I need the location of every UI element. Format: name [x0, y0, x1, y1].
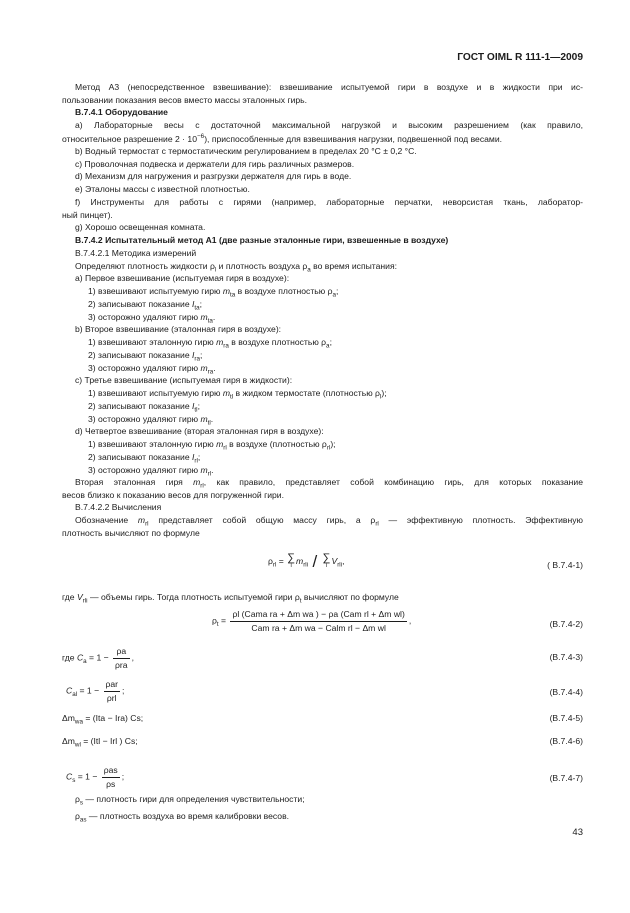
weighing-b-step2: 2) записывают показание $I_{ra}$; [88, 350, 203, 363]
equation-number-b741-4: (B.7.4-4) [549, 687, 583, 697]
weighing-c-title: c) Третье взвешивание (испытуемая гиря в жидкости): [75, 375, 293, 385]
equation-b741-6: $\Delta m_{wl} = (Itl$ − Irl ) Cs; [62, 736, 138, 749]
weighing-c-step3: 3) осторожно удаляют гирю $m_{tl}$. [88, 414, 214, 427]
equation-number-b741-5: (B.7.4-5) [549, 713, 583, 723]
subsection-b7422-title: B.7.4.2.2 Вычисления [75, 502, 162, 512]
equation-b741-2: $\rho_t$ = $\frac{\text{ρl (Cama ra + Δm wa ) − ρa (Cam rl + Δm wl)}}{\text{Cam ra + Δm wa − Calm rl − Δm wl}}$ , [212, 609, 412, 633]
equation-b741-7: $C_s = 1$ − $\frac{\text{ρas}}{\rho s}$ ; [66, 765, 125, 789]
definition-rho-as: $\rho_{as}$ — плотность воздуха во время калибровки весов. [75, 811, 290, 824]
designation-line1: Обозначение $m_{rl}$ представляет собой общую массу гирь, а $\rho_{rl}$ — эффективную плотность. Эффективную [75, 515, 583, 528]
weighing-c-step2: 2) записывают показание $I_{tl}$; [88, 401, 200, 414]
weighing-d-step2: 2) записывают показание $I_{rl}$; [88, 452, 201, 465]
method-a3-line2: пользовании показания весов вместо массы эталонных гирь. [62, 95, 308, 105]
equation-number-b741-6: (B.7.4-6) [549, 736, 583, 746]
weighing-d-step1: 1) взвешивают эталонную гирю $m_{rl}$ в воздухе (плотностью $\rho_{rl}$); [88, 439, 336, 452]
equipment-e: e) Эталоны массы с известной плотностью. [75, 184, 250, 194]
document-standard-header: ГОСТ OIML R 111-1—2009 [457, 52, 583, 63]
weighing-a-step1: 1) взвешивают испытуемую гирю $m_{ta}$ в воздухе плотностью $\rho_a$; [88, 286, 339, 299]
equation-b741-3: где $C_a = 1$ − $\frac{\rho a}{\text{ρra}}$ , [62, 646, 134, 670]
method-a3-line1: Метод А3 (непосредственное взвешивание): взвешивание испытуемой гири в воздухе и в жидкости при ис- [75, 82, 583, 92]
section-b741-title: B.7.4.1 Оборудование [75, 107, 168, 117]
page-number: 43 [572, 827, 583, 838]
weighing-b-step3: 3) осторожно удаляют гирю $m_{ra}$. [88, 363, 216, 376]
equation-number-b741-1: ( B.7.4-1) [547, 560, 583, 570]
second-reference-line1: Вторая эталонная гиря $m_{rl}$, как правило, представляет собой комбинацию гирь, для которых показание [75, 477, 583, 490]
equipment-a-line1: а) Лабораторные весы с достаточной максимальной нагрузкой и высоким разрешением (как правило, [75, 120, 583, 130]
equation-b741-5: $\Delta m_{wa} = (Ita - Ira)$ Cs; [62, 713, 144, 726]
equipment-g: g) Хорошо освещенная комната. [75, 222, 206, 232]
equipment-b: b) Водный термостат с термостатическим регулированием в пределах 20 °С ± 0,2 °С. [75, 146, 417, 156]
subsection-b7421-title: B.7.4.2.1 Методика измерений [75, 248, 197, 258]
equation-number-b741-7: (B.7.4-7) [549, 773, 583, 783]
section-b742-title: B.7.4.2 Испытательный метод А1 (две разные эталонные гири, взвешенные в воздухе) [75, 235, 449, 245]
weighing-a-step2: 2) записывают показание $I_{ta}$; [88, 299, 203, 312]
equation-number-b741-2: (B.7.4-2) [549, 619, 583, 629]
equation-b741-4: $C_{al} = 1$ − $\frac{\text{ρar}}{\text{ρrl}}$ ; [66, 679, 125, 703]
weighing-a-step3: 3) осторожно удаляют гирю $m_{ta}$. [88, 312, 216, 325]
weighing-b-step1: 1) взвешивают эталонную гирю $m_{ra}$ в воздухе плотностью $\rho_a$; [88, 337, 332, 350]
weighing-b-title: b) Второе взвешивание (эталонная гиря в воздухе): [75, 324, 282, 334]
sum-symbol: ∑ i [287, 551, 296, 569]
weighing-c-step1: 1) взвешивают испытуемую гирю $m_{tl}$ в жидком термостате (плотностью $\rho_l$); [88, 388, 387, 401]
equation-number-b741-3: (B.7.4-3) [549, 652, 583, 662]
equipment-d: d) Механизм для нагружения и разгрузки держателя для гирь в воде. [75, 171, 352, 181]
equation-b741-1: $\rho_{rl}$ = ∑ i $m_{rli}$ / ∑ i $V_{rli}$, [268, 551, 345, 571]
weighing-d-step3: 3) осторожно удаляют гирю $m_{rl}$. [88, 465, 214, 478]
second-reference-line2: весов близко к показанию весов для погруженной гири. [62, 490, 284, 500]
measurement-intro: Определяют плотность жидкости $\rho_l$ и плотность воздуха $\rho_a$ во время испытания: [75, 261, 398, 274]
sum-symbol: ∑ i [322, 551, 331, 569]
volumes-definition: где $V_{rli}$ — объемы гирь. Тогда плотность испытуемой гири $\rho_t$ вычисляют по формуле [62, 592, 399, 605]
designation-line2: плотность вычисляют по формуле [62, 528, 200, 538]
weighing-d-title: d) Четвертое взвешивание (вторая эталонная гиря в воздухе): [75, 426, 324, 436]
definition-rho-s: $\rho_s$ — плотность гири для определения чувствительности; [75, 794, 305, 807]
weighing-a-title: а) Первое взвешивание (испытуемая гиря в воздухе): [75, 273, 290, 283]
density-fraction: $\frac{\text{ρl (Cama ra + Δm wa ) − ρa (Cam rl + Δm wl)}}{\text{Cam ra + Δm wa − Calm rl − Δm wl}}$ [232, 609, 405, 633]
equipment-f-line1: f) Инструменты для работы с гирями (например, лабораторные перчатки, неворсистая ткань, лаборатор- [75, 197, 583, 207]
equipment-c: c) Проволочная подвеска и держатели для гирь различных размеров. [75, 159, 355, 169]
equipment-f-line2: ный пинцет). [62, 210, 113, 220]
equipment-a-line2: относительное разрешение $2 \cdot 10^{-6}$), приспособленные для взвешивания нагрузки, подвешенной под весами. [62, 133, 503, 144]
